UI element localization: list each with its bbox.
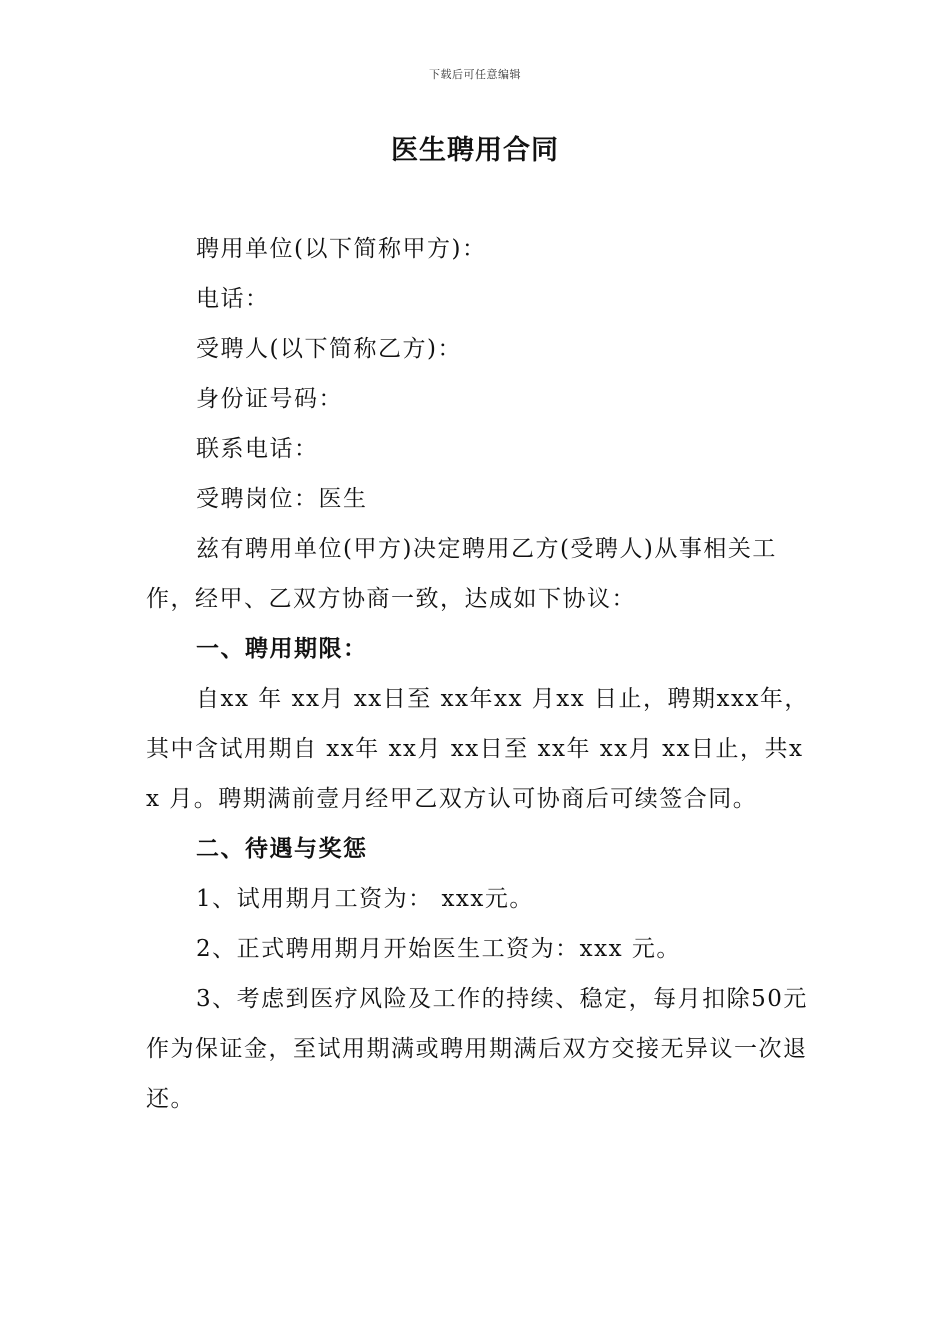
- document-body: [146, 224, 810, 1124]
- intro-paragraph: 兹有聘用单位(甲方)决定聘用乙方(受聘人)从事相关工作，经甲、乙双方协商一致，达成如下协议：: [146, 536, 777, 612]
- header-note: 下载后可任意编辑: [429, 68, 521, 81]
- position-field: 受聘岗位：医生: [196, 486, 368, 512]
- deposit-paragraph: 3、考虑到医疗风险及工作的持续、稳定，每月扣除50元作为保证金，至试用期满或聘用期满后双方交接无异议一次退还。: [146, 986, 808, 1112]
- probation-salary-paragraph: 1、试用期月工资为： xxx元。: [196, 886, 534, 912]
- term-paragraph: 自xx 年 xx月 xx日至 xx年xx 月xx 日止，聘期xxx年，其中含试用期自 xx年 xx月 xx日至 xx年 xx月 xx日止，共xx 月。聘期满前壹月经甲乙双方认可协商后可续签合同。: [146, 686, 809, 812]
- employer-field: 聘用单位(以下简称甲方)：: [196, 236, 487, 262]
- section-heading-term: 一、聘用期限：: [196, 636, 368, 662]
- contact-phone-field: 联系电话：: [196, 436, 319, 462]
- section-heading-compensation: 二、待遇与奖惩: [196, 836, 368, 862]
- employee-field: 受聘人(以下简称乙方)：: [196, 336, 462, 362]
- id-number-field: 身份证号码：: [196, 386, 343, 412]
- phone-field: 电话：: [196, 286, 270, 312]
- formal-salary-paragraph: 2、正式聘用期月开始医生工资为：xxx 元。: [196, 936, 681, 962]
- document-title: 医生聘用合同: [391, 135, 559, 166]
